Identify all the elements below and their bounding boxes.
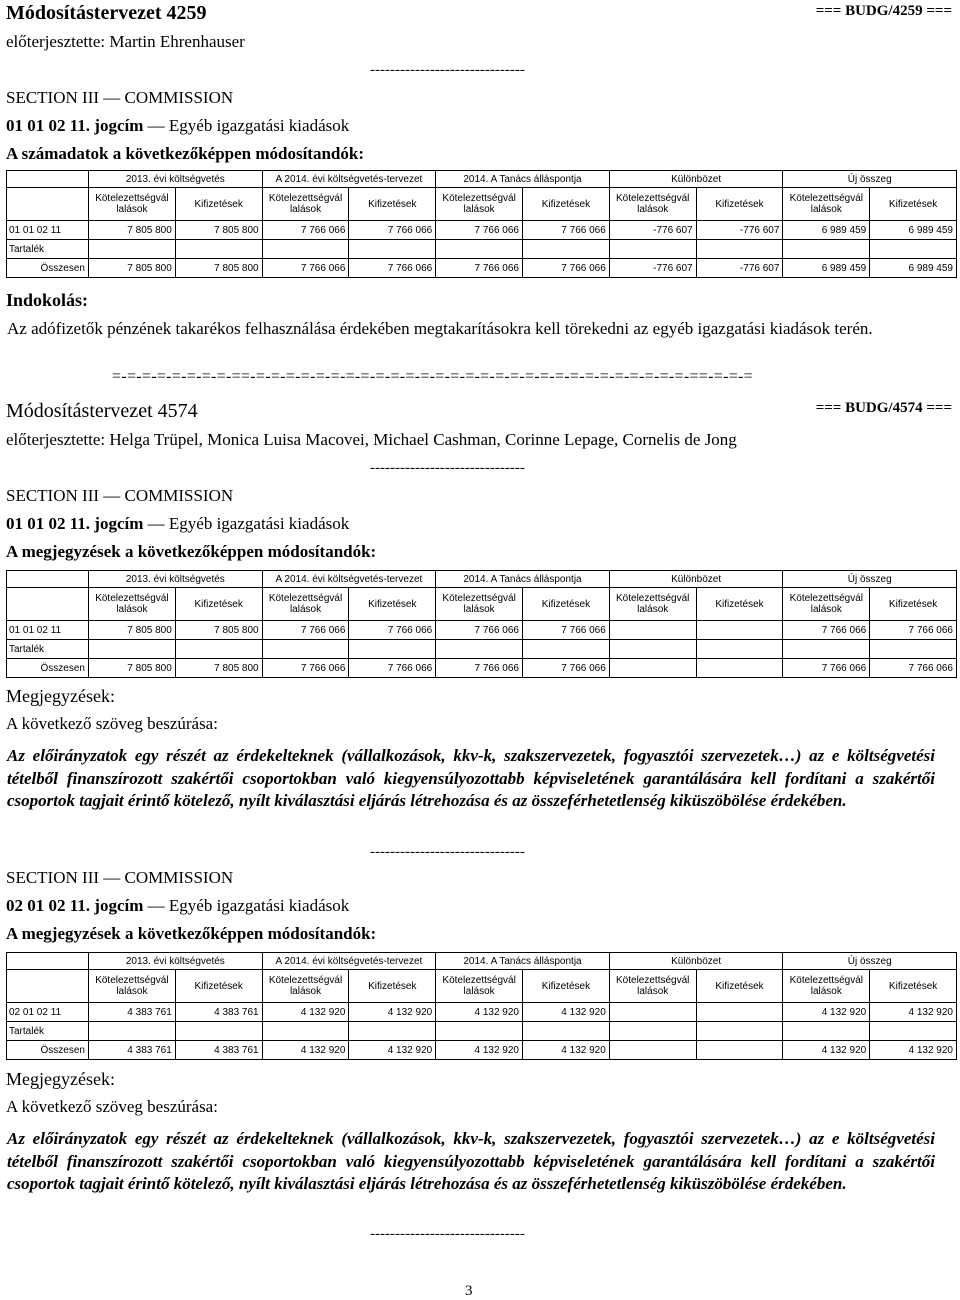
cell: 7 766 066 bbox=[870, 621, 957, 640]
cell: 7 766 066 bbox=[262, 659, 349, 678]
cell bbox=[436, 240, 523, 259]
cell: 7 766 066 bbox=[523, 221, 610, 240]
subhead: Kifizetések bbox=[696, 970, 783, 1003]
cell bbox=[870, 1022, 957, 1041]
cell: 7 766 066 bbox=[783, 621, 870, 640]
col-group: 2013. évi költségvetés bbox=[89, 953, 263, 970]
cell: 6 989 459 bbox=[783, 259, 870, 278]
subhead: Kötelezettségvál lalások bbox=[609, 588, 696, 621]
cell bbox=[349, 640, 436, 659]
cell bbox=[436, 1022, 523, 1041]
subhead: Kifizetések bbox=[523, 588, 610, 621]
cell: 7 805 800 bbox=[175, 659, 262, 678]
cell: 7 766 066 bbox=[262, 621, 349, 640]
table-row bbox=[7, 621, 957, 640]
col-group: Új összeg bbox=[783, 571, 957, 588]
cell: 7 766 066 bbox=[436, 659, 523, 678]
subhead: Kifizetések bbox=[523, 970, 610, 1003]
col-group: A 2014. évi költségvetés-tervezet bbox=[262, 953, 436, 970]
cell bbox=[349, 240, 436, 259]
cell: 4 132 920 bbox=[436, 1041, 523, 1060]
row-label: 02 01 02 11 bbox=[7, 1003, 89, 1022]
cell: 6 989 459 bbox=[870, 221, 957, 240]
cell: 4 132 920 bbox=[870, 1041, 957, 1060]
budget-line-code: 01 01 02 11. jogcím bbox=[6, 514, 144, 533]
cell: -776 607 bbox=[696, 259, 783, 278]
subhead: Kifizetések bbox=[870, 188, 957, 221]
subhead: Kötelezettségvál lalások bbox=[89, 970, 176, 1003]
cell: 4 383 761 bbox=[175, 1041, 262, 1060]
amendment-reference: === BUDG/4574 === bbox=[815, 400, 952, 416]
cell: 4 132 920 bbox=[783, 1041, 870, 1060]
section-heading: SECTION III — COMMISSION bbox=[6, 868, 234, 887]
cell: 6 989 459 bbox=[783, 221, 870, 240]
subhead: Kötelezettségvál lalások bbox=[609, 188, 696, 221]
col-group: Új összeg bbox=[783, 171, 957, 188]
subhead: Kötelezettségvál lalások bbox=[436, 188, 523, 221]
cell: 4 132 920 bbox=[349, 1041, 436, 1060]
cell bbox=[262, 240, 349, 259]
cell: 7 805 800 bbox=[175, 259, 262, 278]
col-group: A 2014. évi költségvetés-tervezet bbox=[262, 171, 436, 188]
subhead: Kifizetések bbox=[870, 970, 957, 1003]
submitter-line: előterjesztette: Helga Trüpel, Monica Luisa Macovei, Michael Cashman, Corinne Lepage, Cornelis de Jong bbox=[6, 430, 737, 449]
cell: 7 766 066 bbox=[436, 221, 523, 240]
cell bbox=[609, 640, 696, 659]
cell bbox=[696, 640, 783, 659]
subhead: Kifizetések bbox=[349, 188, 436, 221]
insert-label: A következő szöveg beszúrása: bbox=[6, 1097, 218, 1116]
justification-heading: Indokolás: bbox=[6, 290, 89, 310]
table-group-header-row bbox=[7, 571, 957, 588]
cell bbox=[783, 1022, 870, 1041]
cell bbox=[609, 659, 696, 678]
cell: 7 766 066 bbox=[349, 221, 436, 240]
subhead: Kötelezettségvál lalások bbox=[262, 188, 349, 221]
cell: -776 607 bbox=[696, 221, 783, 240]
col-group: 2014. A Tanács álláspontja bbox=[436, 171, 610, 188]
col-group: 2014. A Tanács álláspontja bbox=[436, 571, 610, 588]
subhead: Kifizetések bbox=[175, 188, 262, 221]
cell bbox=[262, 640, 349, 659]
cell bbox=[89, 640, 176, 659]
table-subheader-row bbox=[7, 188, 957, 221]
subhead: Kötelezettségvál lalások bbox=[436, 588, 523, 621]
cell: 7 766 066 bbox=[349, 259, 436, 278]
col-group: A 2014. évi költségvetés-tervezet bbox=[262, 571, 436, 588]
cell bbox=[696, 240, 783, 259]
col-group: 2013. évi költségvetés bbox=[89, 171, 263, 188]
modify-label: A megjegyzések a következőképpen módosítandók: bbox=[6, 542, 377, 561]
cell bbox=[436, 640, 523, 659]
col-group: Különbözet bbox=[609, 171, 783, 188]
row-label: Összesen bbox=[7, 259, 89, 278]
budget-line-heading bbox=[6, 514, 349, 534]
subhead: Kifizetések bbox=[175, 970, 262, 1003]
subhead: Kifizetések bbox=[523, 188, 610, 221]
cell bbox=[783, 640, 870, 659]
dash-separator: ------------------------------- bbox=[370, 460, 525, 476]
subhead: Kötelezettségvál lalások bbox=[89, 188, 176, 221]
modify-label: A számadatok a következőképpen módosítandók: bbox=[6, 144, 364, 163]
cell: 7 805 800 bbox=[175, 221, 262, 240]
notes-heading: Megjegyzések: bbox=[6, 686, 115, 706]
cell: 4 132 920 bbox=[523, 1041, 610, 1060]
row-label: Tartalék bbox=[7, 1022, 89, 1041]
cell: 7 766 066 bbox=[436, 259, 523, 278]
cell bbox=[783, 240, 870, 259]
cell: 7 766 066 bbox=[523, 259, 610, 278]
subhead: Kötelezettségvál lalások bbox=[262, 588, 349, 621]
col-group: 2013. évi költségvetés bbox=[89, 571, 263, 588]
dash-separator: ------------------------------- bbox=[370, 62, 525, 78]
table-row bbox=[7, 1003, 957, 1022]
table-row bbox=[7, 221, 957, 240]
subhead: Kifizetések bbox=[349, 588, 436, 621]
subhead: Kötelezettségvál lalások bbox=[89, 588, 176, 621]
cell: -776 607 bbox=[609, 221, 696, 240]
amendment-title: Módosítástervezet 4574 bbox=[6, 400, 198, 422]
cell bbox=[609, 1022, 696, 1041]
cell bbox=[870, 240, 957, 259]
row-label: 01 01 02 11 bbox=[7, 221, 89, 240]
col-group: 2014. A Tanács álláspontja bbox=[436, 953, 610, 970]
cell bbox=[696, 1041, 783, 1060]
table-row bbox=[7, 640, 957, 659]
budget-line-heading bbox=[6, 896, 349, 916]
table-row bbox=[7, 1022, 957, 1041]
cell: 4 132 920 bbox=[523, 1003, 610, 1022]
row-label: 01 01 02 11 bbox=[7, 621, 89, 640]
budget-table bbox=[6, 952, 957, 1060]
justification-text: Az adófizetők pénzének takarékos felhasználása érdekében megtakarításokra kell törekedni az egyéb igazgatási kiadások terén. bbox=[7, 319, 873, 338]
table-row bbox=[7, 1041, 957, 1060]
cell: 4 132 920 bbox=[262, 1041, 349, 1060]
cell: 4 383 761 bbox=[175, 1003, 262, 1022]
insert-label: A következő szöveg beszúrása: bbox=[6, 714, 218, 733]
cell bbox=[870, 640, 957, 659]
table-row bbox=[7, 240, 957, 259]
cell: 7 805 800 bbox=[89, 659, 176, 678]
budget-line-title: — Egyéb igazgatási kiadások bbox=[143, 896, 350, 915]
cell: -776 607 bbox=[609, 259, 696, 278]
subhead: Kifizetések bbox=[349, 970, 436, 1003]
dash-separator: ------------------------------- bbox=[370, 1226, 525, 1242]
table-row bbox=[7, 659, 957, 678]
subhead: Kifizetések bbox=[696, 188, 783, 221]
cell: 7 805 800 bbox=[89, 221, 176, 240]
row-label: Tartalék bbox=[7, 240, 89, 259]
budget-line-code: 01 01 02 11. jogcím bbox=[6, 116, 144, 135]
cell bbox=[89, 1022, 176, 1041]
cell: 7 766 066 bbox=[523, 659, 610, 678]
subhead: Kötelezettségvál lalások bbox=[783, 970, 870, 1003]
cell: 4 383 761 bbox=[89, 1041, 176, 1060]
notes-heading: Megjegyzések: bbox=[6, 1069, 115, 1089]
cell bbox=[609, 621, 696, 640]
col-group: Különbözet bbox=[609, 571, 783, 588]
amendment-reference: === BUDG/4259 === bbox=[815, 3, 952, 19]
cell: 4 132 920 bbox=[870, 1003, 957, 1022]
table-row bbox=[7, 259, 957, 278]
cell: 7 805 800 bbox=[89, 259, 176, 278]
cell: 7 766 066 bbox=[262, 221, 349, 240]
table-group-header-row bbox=[7, 171, 957, 188]
cell bbox=[696, 659, 783, 678]
cell: 7 766 066 bbox=[436, 621, 523, 640]
row-label: Tartalék bbox=[7, 640, 89, 659]
cell bbox=[89, 240, 176, 259]
cell bbox=[696, 1022, 783, 1041]
cell: 7 766 066 bbox=[262, 259, 349, 278]
table-subheader-row bbox=[7, 588, 957, 621]
cell bbox=[523, 240, 610, 259]
cell: 4 132 920 bbox=[783, 1003, 870, 1022]
row-label: Összesen bbox=[7, 1041, 89, 1060]
cell bbox=[609, 240, 696, 259]
subhead: Kötelezettségvál lalások bbox=[783, 188, 870, 221]
table-subheader-row bbox=[7, 970, 957, 1003]
subhead: Kötelezettségvál lalások bbox=[609, 970, 696, 1003]
cell: 4 132 920 bbox=[436, 1003, 523, 1022]
subhead: Kifizetések bbox=[696, 588, 783, 621]
cell: 7 766 066 bbox=[523, 621, 610, 640]
col-group: Új összeg bbox=[783, 953, 957, 970]
amendment-separator: =-=-=-=-=-=-=-=-==-=-=-=-=-=-=-=-=-=-=-=-=-=-=-=-=-=-=-=-=-=-=-=-=-=-=-=-=-=-==-=-=-= bbox=[112, 368, 753, 385]
budget-line-title: — Egyéb igazgatási kiadások bbox=[143, 514, 350, 533]
cell bbox=[349, 1022, 436, 1041]
modify-label: A megjegyzések a következőképpen módosítandók: bbox=[6, 924, 377, 943]
budget-table bbox=[6, 570, 957, 678]
cell: 7 805 800 bbox=[89, 621, 176, 640]
page-number: 3 bbox=[465, 1283, 473, 1299]
subhead: Kötelezettségvál lalások bbox=[262, 970, 349, 1003]
cell bbox=[175, 240, 262, 259]
budget-line-heading bbox=[6, 116, 349, 136]
cell bbox=[609, 1041, 696, 1060]
subhead: Kifizetések bbox=[870, 588, 957, 621]
cell bbox=[175, 1022, 262, 1041]
notes-text: Az előirányzatok egy részét az érdekelteknek (vállalkozások, kkv-k, szakszervezetek, fogyasztói szervezetek…) az e költségvetési tételből finanszírozott szakértői csoportokban való kiegyensúlyozottabb képviseletének garantálására kell fordítani a szakértői csoportok tagjait érintő kötelező, nyílt kiválasztási eljárás létrehozása és az összeférhetetlenség kiküszöbölése érdekében. bbox=[7, 1129, 935, 1193]
cell: 7 805 800 bbox=[175, 621, 262, 640]
cell: 6 989 459 bbox=[870, 259, 957, 278]
subhead: Kötelezettségvál lalások bbox=[783, 588, 870, 621]
row-label: Összesen bbox=[7, 659, 89, 678]
cell bbox=[523, 1022, 610, 1041]
amendment-title: Módosítástervezet 4259 bbox=[6, 2, 207, 24]
submitter-line: előterjesztette: Martin Ehrenhauser bbox=[6, 32, 245, 51]
cell: 7 766 066 bbox=[349, 621, 436, 640]
table-group-header-row bbox=[7, 953, 957, 970]
cell: 7 766 066 bbox=[783, 659, 870, 678]
subhead: Kötelezettségvál lalások bbox=[436, 970, 523, 1003]
budget-table bbox=[6, 170, 957, 278]
cell: 7 766 066 bbox=[870, 659, 957, 678]
cell: 7 766 066 bbox=[349, 659, 436, 678]
cell bbox=[696, 1003, 783, 1022]
cell bbox=[262, 1022, 349, 1041]
col-group: Különbözet bbox=[609, 953, 783, 970]
cell bbox=[175, 640, 262, 659]
budget-line-code: 02 01 02 11. jogcím bbox=[6, 896, 144, 915]
cell bbox=[609, 1003, 696, 1022]
subhead: Kifizetések bbox=[175, 588, 262, 621]
section-heading: SECTION III — COMMISSION bbox=[6, 486, 234, 505]
cell bbox=[696, 621, 783, 640]
budget-line-title: — Egyéb igazgatási kiadások bbox=[143, 116, 350, 135]
dash-separator: ------------------------------- bbox=[370, 844, 525, 860]
section-heading: SECTION III — COMMISSION bbox=[6, 88, 234, 107]
cell bbox=[523, 640, 610, 659]
cell: 4 132 920 bbox=[349, 1003, 436, 1022]
cell: 4 132 920 bbox=[262, 1003, 349, 1022]
cell: 4 383 761 bbox=[89, 1003, 176, 1022]
notes-text: Az előirányzatok egy részét az érdekelteknek (vállalkozások, kkv-k, szakszervezetek, fogyasztói szervezetek…) az e költségvetési tételből finanszírozott szakértői csoportokban való kiegyensúlyozottabb képviseletének garantálására kell fordítani a szakértői csoportok tagjait érintő kötelező, nyílt kiválasztási eljárás létrehozása és az összeférhetetlenség kiküszöbölése érdekében. bbox=[7, 746, 935, 810]
